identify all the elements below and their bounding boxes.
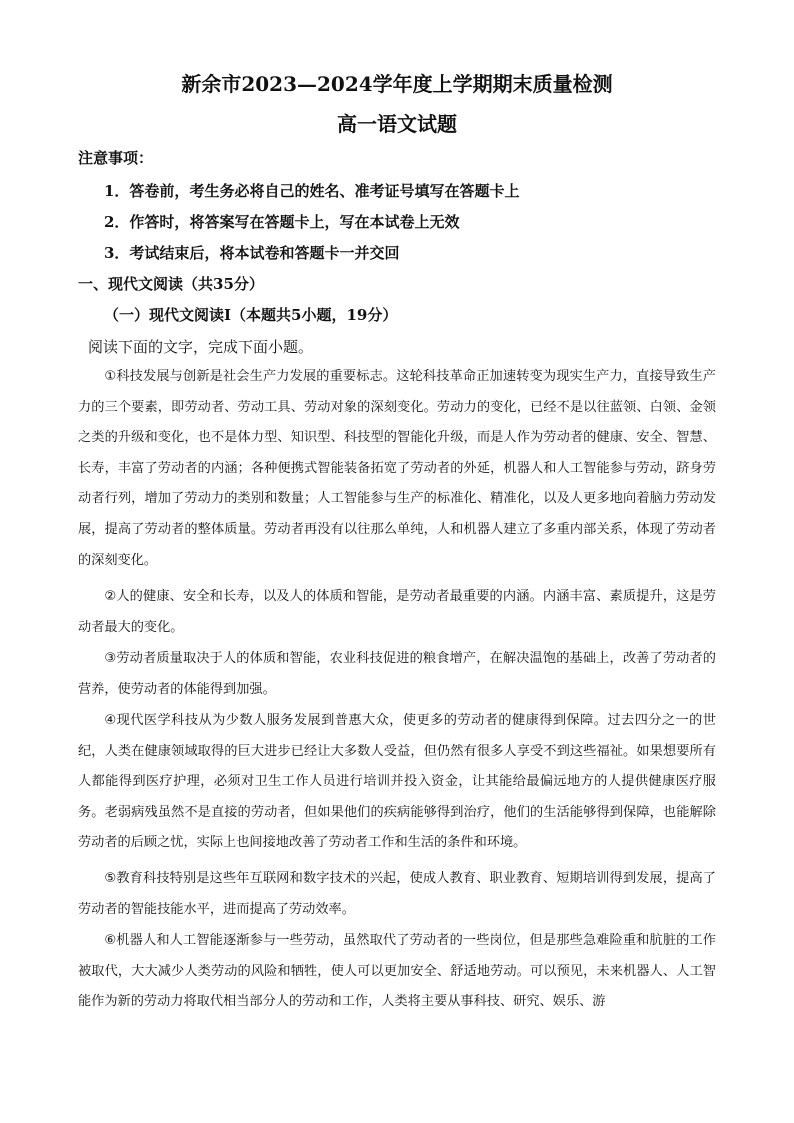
note-item-3: 3．考试结束后，将本试卷和答题卡一并交回 [104, 244, 400, 262]
passage-paragraph-5: ⑤教育科技特别是这些年互联网和数字技术的兴起，使成人教育、职业教育、短期培训得到发展，提高了劳动者的智能技能水平，进而提高了劳动效率。 [78, 871, 716, 917]
passage-paragraph-4: ④现代医学科技从为少数人服务发展到普惠大众，使更多的劳动者的健康得到保障。过去四分之一的世纪，人类在健康领域取得的巨大进步已经让大多数人受益，但仍然有很多人享受不到这些福祉。如果想要所有人都能得到医疗护理，必须对卫生工作人员进行培训并投入资金，让其能给最偏远地方的人提供健康医疗服务。老弱病残虽然不是直接的劳动者，但如果他们的疾病能够得到治疗，他们的生活能够得到保障，也能解除劳动者的后顾之忧，实际上也间接地改善了劳动者工作和生活的条件和环境。 [78, 713, 716, 851]
subsection-heading: （一）现代文阅读Ⅰ（本题共5小题，19分） [104, 306, 398, 324]
section-heading: 一、现代文阅读（共35分） [78, 275, 264, 293]
reading-instruction: 阅读下面的文字，完成下面小题。 [88, 338, 314, 356]
note-item-2: 2．作答时，将答案写在答题卡上，写在本试卷上无效 [104, 213, 460, 231]
passage-paragraph-1: ①科技发展与创新是社会生产力发展的重要标志。这轮科技革命正加速转变为现实生产力，直接导致生产力的三个要素，即劳动者、劳动工具、劳动对象的深刻变化。劳动力的变化，已经不是以往蓝领、白领、金领之类的升级和变化，也不是体力型、知识型、科技型的智能化升级，而是人作为劳动者的健康、安全、智慧、长寿，丰富了劳动者的内涵；各种便携式智能装备拓宽了劳动者的外延，机器人和人工智能参与劳动，跻身劳动者行列，增加了劳动力的类别和数量；人工智能参与生产的标准化、精准化，以及人更多地向着脑力劳动发展，提高了劳动者的整体质量。劳动者再没有以往那么单纯，人和机器人建立了多重内部关系，体现了劳动者的深刻变化。 [78, 369, 716, 568]
passage-paragraph-6: ⑥机器人和人工智能逐渐参与一些劳动，虽然取代了劳动者的一些岗位，但是那些急难险重和肮脏的工作被取代，大大减少人类劳动的风险和牺牲，使人可以更加安全、舒适地劳动。可以预见，未来机器人、人工智能作为新的劳动力将取代相当部分人的劳动和工作，人类将主要从事科技、研究、娱乐、游 [78, 933, 716, 1010]
passage-paragraph-3: ③劳动者质量取决于人的体质和智能，农业科技促进的粮食增产，在解决温饱的基础上，改善了劳动者的营养，使劳动者的体能得到加强。 [78, 651, 716, 697]
passage-paragraph-2: ②人的健康、安全和长寿，以及人的体质和智能，是劳动者最重要的内涵。内涵丰富、素质提升，这是劳动者最大的变化。 [78, 589, 716, 635]
exam-subtitle: 高一语文试题 [337, 112, 457, 136]
notes-heading: 注意事项： [78, 149, 154, 167]
note-item-1: 1．答卷前，考生务必将自己的姓名、准考证号填写在答题卡上 [104, 182, 520, 200]
exam-title: 新余市2023—2024学年度上学期期末质量检测 [181, 72, 613, 96]
